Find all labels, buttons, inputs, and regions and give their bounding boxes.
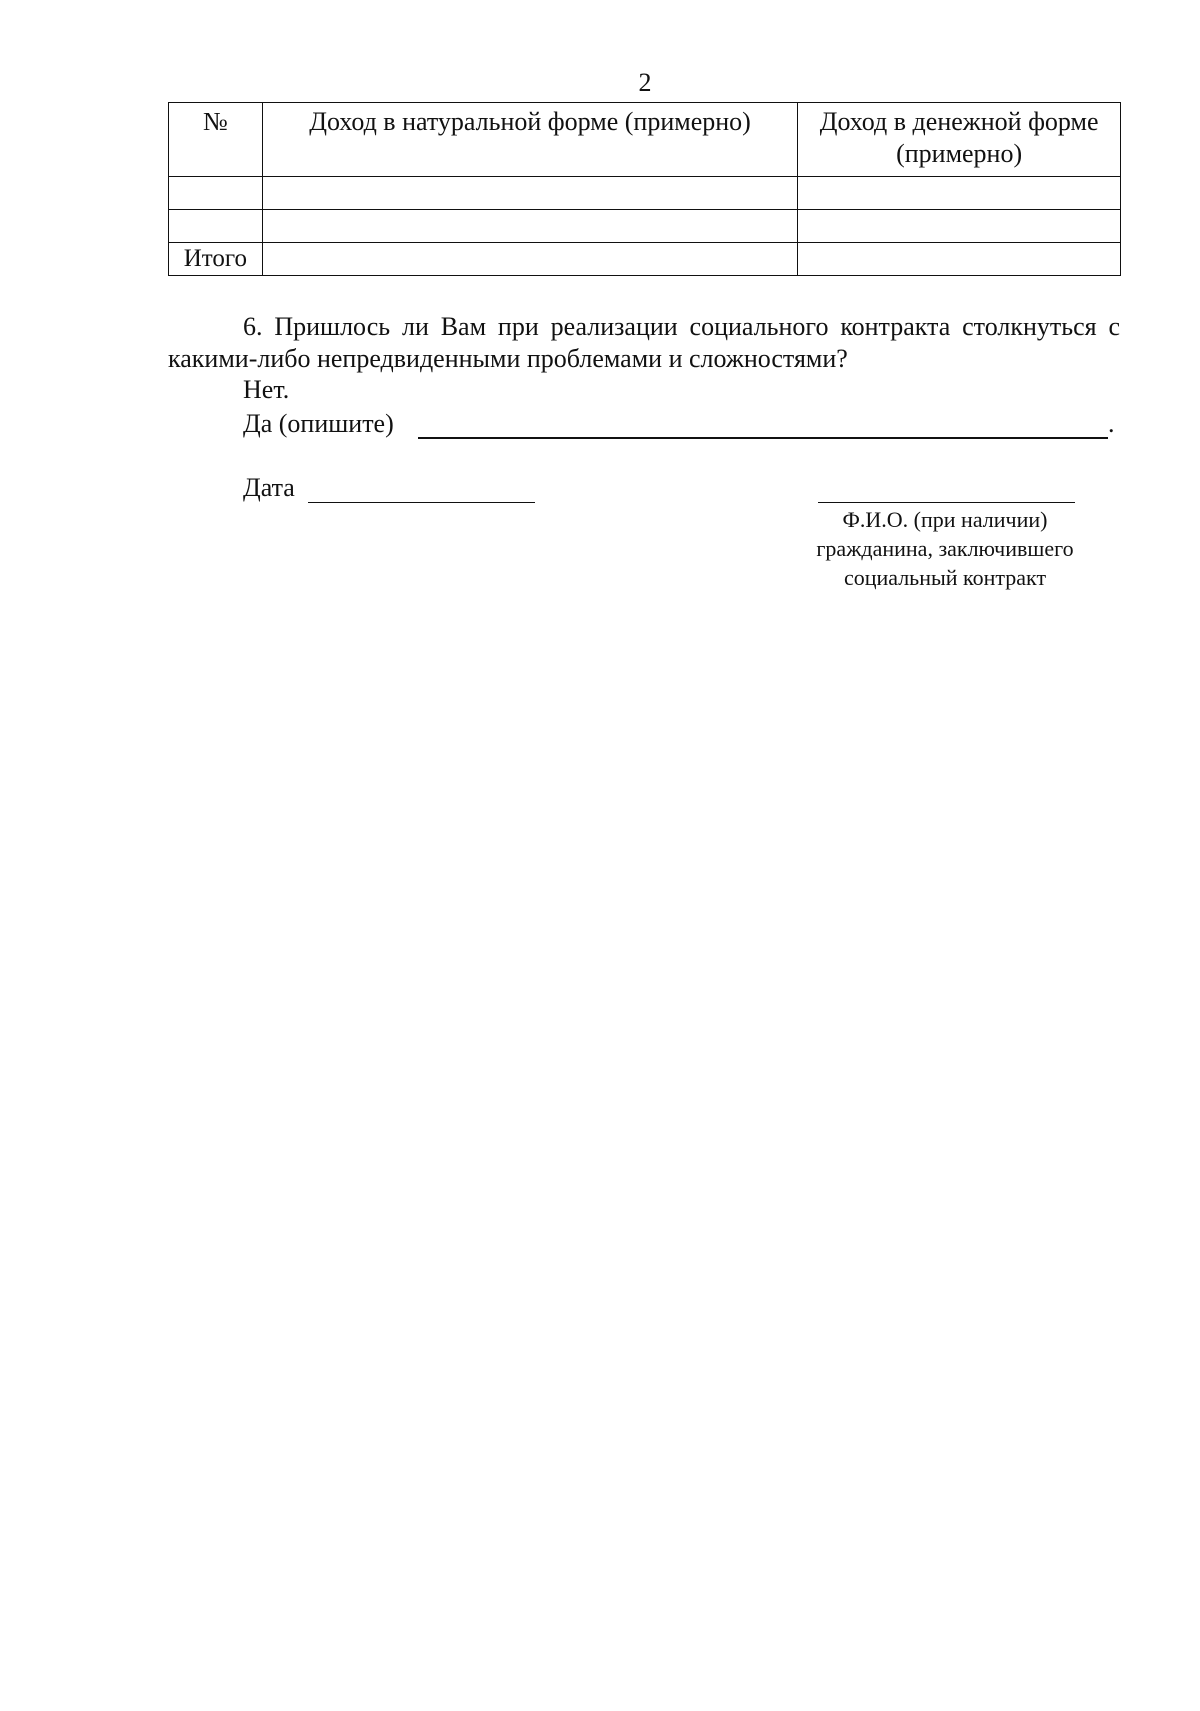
table-row <box>169 177 1121 210</box>
answer-no-option[interactable]: Нет. <box>243 375 290 404</box>
header-monetary-income: Доход в денежной форме (примерно) <box>798 103 1121 177</box>
table-header-row <box>169 103 1121 177</box>
question-6-text: 6. Пришлось ли Вам при реализации социального контракта столкнуться с какими-либо непредвиденными проблемами и сложностями? <box>168 312 1120 373</box>
header-natural-income: Доход в натуральной форме (примерно) <box>262 103 797 177</box>
income-table <box>168 102 1121 276</box>
total-label: Итого <box>169 243 263 276</box>
signature-caption-line: социальный контракт <box>843 565 1047 590</box>
monetary-income-cell[interactable] <box>798 210 1121 243</box>
date-field[interactable] <box>308 502 535 503</box>
total-monetary-income-cell[interactable] <box>798 243 1121 276</box>
signature-caption <box>790 505 1100 592</box>
signature-caption-line: гражданина, заключившего <box>816 536 1074 561</box>
answer-yes-label: Да (опишите) <box>243 409 394 438</box>
row-number-cell[interactable] <box>169 210 263 243</box>
signature-line[interactable] <box>818 502 1075 503</box>
row-number-cell[interactable] <box>169 177 263 210</box>
date-label: Дата <box>243 473 295 502</box>
natural-income-cell[interactable] <box>262 210 797 243</box>
answer-yes-period: . <box>1108 409 1115 438</box>
total-natural-income-cell[interactable] <box>262 243 797 276</box>
page-number: 2 <box>638 68 652 97</box>
header-number: № <box>169 103 263 177</box>
natural-income-cell[interactable] <box>262 177 797 210</box>
table-total-row <box>169 243 1121 276</box>
monetary-income-cell[interactable] <box>798 177 1121 210</box>
answer-yes-description-field[interactable] <box>418 437 1108 439</box>
table-row <box>169 210 1121 243</box>
signature-caption-line: Ф.И.О. (при наличии) <box>842 507 1048 532</box>
